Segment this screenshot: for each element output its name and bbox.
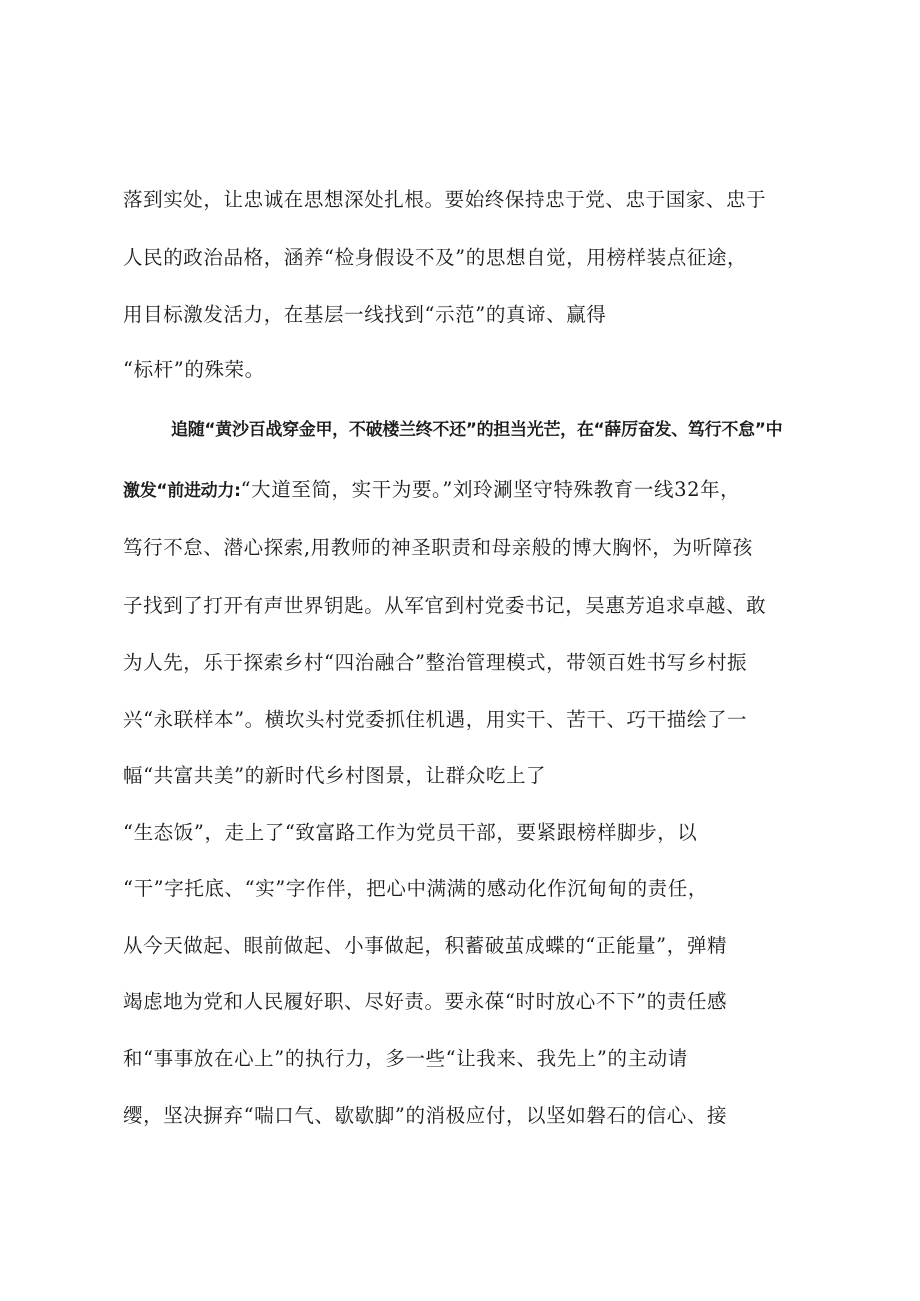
paragraph-line: “生态饭”，走上了“致富路工作为党员干部，要紧跟榜样脚步，以 <box>123 821 698 844</box>
paragraph-line: 子找到了打开有声世界钥匙。从军官到村党委书记，吴惠芳追求卓越、敢 <box>123 594 767 617</box>
paragraph-line: 落到实处，让忠诚在思想深处扎根。要始终保持忠于党、忠于国家、忠于 <box>123 188 767 211</box>
paragraph-line: 兴“永联样本”。横坎头村党委抓住机遇，用实干、苦干、巧干描绘了一 <box>123 708 748 731</box>
paragraph-line: “干”字托底、“实”字作伴，把心中满满的感动化作沉甸甸的责任， <box>123 877 708 900</box>
paragraph-line: 笃行不怠、潜心探索,用教师的神圣职责和母亲般的博大胸怀，为听障孩 <box>123 536 753 559</box>
paragraph-line: 用目标激发活力，在基层一线找到“示范”的真谛、赢得 <box>123 303 607 326</box>
paragraph-line: 为人先，乐于探索乡村“四治融合”整治管理模式，带领百姓书写乡村振 <box>123 651 748 674</box>
paragraph-line: 从今天做起、眼前做起、小事做起，积蓄破茧成蝶的“正能量”，弹精 <box>123 934 728 957</box>
paragraph-line: 幅“共富共美”的新时代乡村图景，让群众吃上了 <box>123 764 547 787</box>
paragraph-line: 人民的政治品格，涵养“检身假设不及”的思想自觉，用榜样装点征途， <box>123 246 748 269</box>
paragraph-line: 和“事事放在心上”的执行力，多一些“让我来、我先上”的主动请 <box>123 1047 688 1070</box>
lead-continuation-text: “大道至简，实干为要。”刘玲涮坚守特殊教育一线32年， <box>240 478 741 501</box>
bold-lead-text: 激发“前进动力: <box>123 481 241 501</box>
paragraph-line-mixed <box>123 478 740 503</box>
paragraph-line: 竭虑地为党和人民履好职、尽好责。要永葆“时时放心不下”的责任感 <box>123 990 728 1013</box>
paragraph-line-bold: 追随“黄沙百战穿金甲，不破楼兰终不还”的担当光芒，在“薛厉奋发、笃行不怠”中 <box>171 420 783 440</box>
paragraph-line: 缨，坚决摒弃“喘口气、歇歇脚”的消极应付，以坚如磐石的信心、接 <box>123 1104 728 1127</box>
paragraph-line: “标杆”的殊荣。 <box>123 358 265 381</box>
